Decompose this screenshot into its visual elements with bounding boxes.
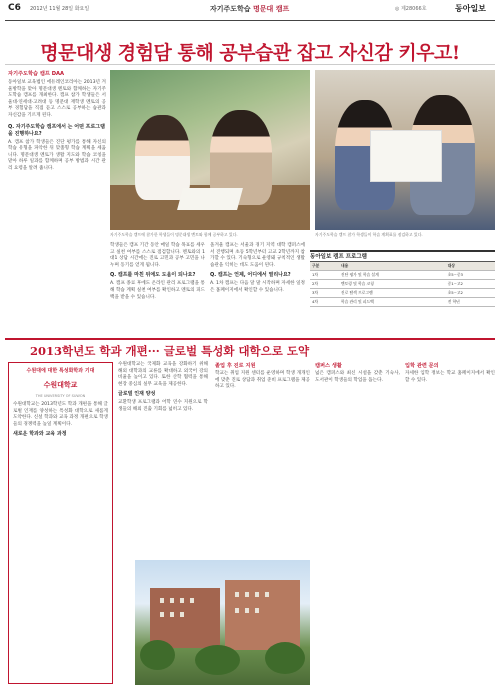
article-subhead: Q. 자기주도학습 캠프에서 는 어떤 프로그램을 진행하나요?	[8, 123, 105, 137]
bottom-mid-subhead: 글로벌 인재 양성	[118, 391, 156, 398]
bottom-article-mid	[118, 362, 208, 414]
section-prefix: 자기주도학습	[210, 5, 251, 13]
page-number: C6	[8, 3, 21, 13]
ad-title: 수원대에 대한 특성화학과 기대	[26, 368, 95, 374]
university-ad	[8, 362, 113, 684]
article-label: 자기주도학습 캠프 DAA	[8, 71, 65, 77]
banner-rule	[5, 338, 495, 340]
table-cell: 2차	[310, 280, 339, 289]
secondary-photo-caption: 자기주도학습 캠프 참가 학생들이 학습 계획표를 점검하고 있다.	[315, 232, 423, 237]
article-intro: 동아일보 교육법인 에듀레인코리아는 2013년 겨울방학을 맞아 명문대생 멘토와 함께하는 자기주도학습 캠프를 개최한다. 캠프 참가 학생들은 서울대·연세대·고려대 등 명문대 재학생 멘토의 공부 경험담을 직접 듣고 스스로 공부하는 습관과 자신감을 기르게 된다.	[8, 80, 106, 118]
campus-photo	[135, 560, 310, 685]
article-right-body: 올겨울 캠프는 서울과 경기 지역 대학 캠퍼스에서 진행되며 초등 5학년부터 고교 2학년까지 참가할 수 있다. 기숙형으로 운영돼 규칙적인 생활 습관을 익히는 데도 도움이 된다.	[210, 243, 305, 268]
bottom-head-admission: 입학 관련 문의	[405, 363, 439, 369]
program-table-title: 동아일보 캠프 프로그램	[310, 252, 495, 262]
bottom-article-right-b	[315, 362, 400, 384]
article-body: A. 캠프 참가 학생들은 진단 평가를 통해 자신의 학습 유형을 파악한 뒤 맞춤형 학습 계획을 세웁니다. 명문대생 멘토가 생활 지도와 학습 코칭을 맡아 하루 일과를 함께하며 공부 방법과 시간 관리 요령을 알려 줍니다.	[8, 139, 106, 171]
bottom-article-right-c	[405, 362, 495, 384]
table-cell: 초5~중3	[446, 271, 495, 280]
main-photo	[110, 70, 310, 230]
program-table	[310, 250, 495, 317]
article-mid-body: 학생들은 캠프 기간 동안 매일 학습 목표를 세우고 실천 여부를 스스로 점검합니다. 멘토와의 1대1 상담 시간에는 진로 고민과 공부 고민을 나누며 동기를 얻게 됩니다.	[110, 243, 205, 268]
table-header-row	[310, 262, 495, 271]
table-cell: 4차	[310, 298, 339, 307]
program-table-grid	[310, 262, 495, 307]
banner-headline: 2013학년도 학과 개편··· 글로벌 특성화 대학으로 도약	[30, 344, 310, 358]
bottom-mid-body2: 교환학생 프로그램과 어학 연수 지원으로 학생들의 해외 진출 기회를 넓히고 있다.	[118, 400, 208, 412]
bottom-body-campus: 넓은 캠퍼스와 최신 시설을 갖춘 기숙사, 도서관이 학생들의 학업을 돕는다.	[315, 371, 400, 383]
secondary-photo	[315, 70, 495, 230]
table-row	[310, 298, 495, 307]
bottom-body-admission: 자세한 입학 정보는 학교 홈페이지에서 확인할 수 있다.	[405, 371, 495, 383]
ad-body: 수원대학교는 2013학년도 학과 개편을 통해 글로벌 인재를 양성하는 특성화 대학으로 새롭게 도약한다. 신설 학과와 교육 과정 개편으로 학생들의 경쟁력을 높일 계획이다.	[13, 402, 108, 427]
table-cell: 학습 관리 및 피드백	[339, 298, 446, 307]
table-cell: 전 학년	[446, 298, 495, 307]
table-cell: 진로 탐색 프로그램	[339, 289, 446, 298]
issue-number: ◎ 제28066호	[395, 6, 427, 12]
article-left	[8, 70, 106, 173]
section-highlight: 명문대 캠프	[253, 5, 290, 13]
table-cell: 중1~고2	[446, 280, 495, 289]
article-right	[210, 243, 305, 295]
table-cell: 초5~고2	[446, 289, 495, 298]
article-mid-body2: A. 캠프 종료 후에도 온라인 관리 프로그램을 통해 학습 계획 실천 여부를 확인하고 멘토의 피드백을 받을 수 있습니다.	[110, 281, 205, 300]
table-header: 구분	[310, 262, 339, 271]
table-header: 대상	[446, 262, 495, 271]
ad-subhead: 새로운 학과와 교육 과정	[13, 431, 67, 438]
article-mid-subhead: Q. 캠프를 마친 뒤에도 도움이 되나요?	[110, 272, 196, 279]
bottom-body-career: 학교는 취업 지원 센터를 운영하며 학생 개개인에 맞춘 진로 상담과 취업 준비 프로그램을 제공하고 있다.	[215, 371, 310, 390]
university-logo: 수원대학교	[43, 381, 78, 389]
section-title	[210, 4, 289, 14]
headline-rule	[5, 64, 495, 65]
table-row	[310, 271, 495, 280]
bottom-head-career: 졸업 후 진로 지원	[215, 363, 256, 369]
table-cell: 3차	[310, 289, 339, 298]
bottom-mid-body: 수원대학교는 국제화 교육을 강화하기 위해 해외 대학과의 교류를 확대하고 외국어 강의 비율을 높이고 있다. 또한 산학 협력을 통해 현장 중심의 실무 교육을 제공한다.	[118, 362, 208, 387]
article-right-body2: A. 1차 캠프는 다음 달 말 시작하며 자세한 일정은 홈페이지에서 확인할 수 있습니다.	[210, 281, 305, 293]
article-right-subhead: Q. 캠프는 언제, 어디에서 열리나요?	[210, 272, 291, 279]
main-photo-caption: 자기주도학습 캠프에 참가한 학생들이 명문대생 멘토와 함께 공부하고 있다.	[110, 232, 238, 237]
header-rule	[5, 20, 495, 21]
university-logo-subtitle: THE UNIVERSITY OF SUWON	[35, 394, 86, 398]
bottom-article-right-a	[215, 362, 310, 391]
article-mid	[110, 243, 205, 301]
table-row	[310, 280, 495, 289]
table-cell: 진단 평가 및 학습 설계	[339, 271, 446, 280]
page-header	[0, 0, 500, 22]
newspaper-logo: 동아일보	[455, 4, 486, 13]
table-row	[310, 289, 495, 298]
table-cell: 1차	[310, 271, 339, 280]
table-header: 내용	[339, 262, 446, 271]
table-cell: 멘토링 및 학습 코칭	[339, 280, 446, 289]
bottom-head-campus: 캠퍼스 생활	[315, 363, 342, 369]
issue-date: 2012년 11월 28일 화요일	[30, 6, 90, 12]
main-headline: 명문대생 경험담 통해 공부습관 잡고 자신감 키우고!	[40, 42, 460, 64]
